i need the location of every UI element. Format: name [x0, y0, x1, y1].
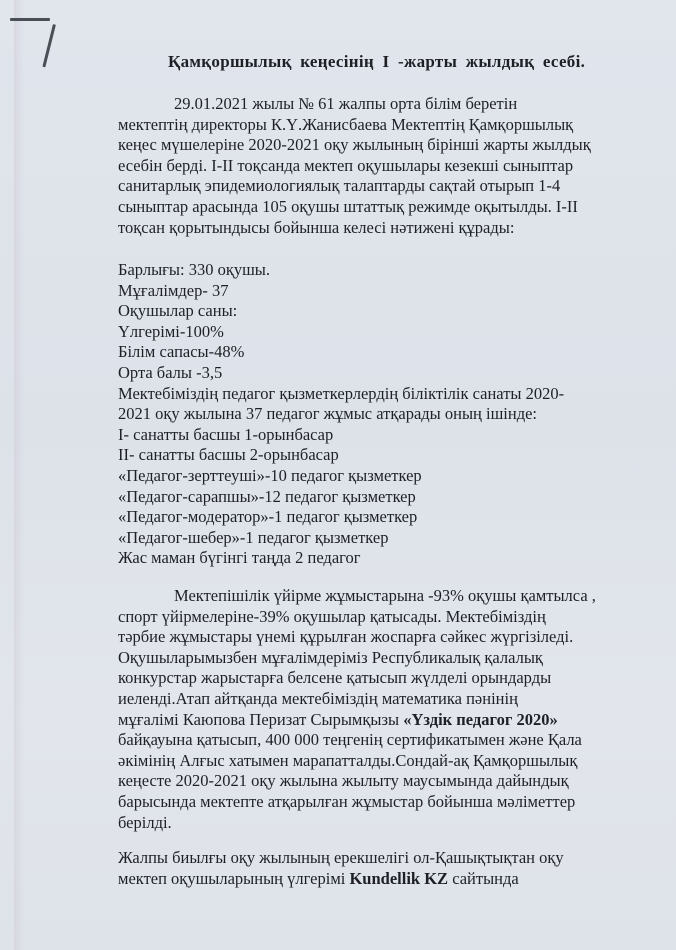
activities-line: Мектепішілік үйірме жұмыстарына -93% оқушы қамтылса , — [174, 586, 596, 605]
paper-edge-shadow — [14, 0, 24, 950]
category-item: Жас маман бүгінгі таңда 2 педагог — [118, 548, 361, 568]
activities-line: спорт үйірмелеріне-39% оқушылар қатысады. Мектебіміздің — [118, 606, 546, 626]
category-item: ІІ- санатты басшы 2-орынбасар — [118, 445, 339, 465]
category-item: І- санатты басшы 1-орынбасар — [118, 424, 334, 444]
final-line: Жалпы биылғы оқу жылының ерекшелігі ол-Қашықтықтан оқу — [118, 848, 564, 867]
award-line-prefix: мұғалімі Каюпова Перизат Сырымқызы — [118, 709, 404, 729]
award-line: байқауына қатысып, 400 000 теңгенің сертификатымен және Қала — [118, 730, 582, 750]
award-line: әкімінің Алғыс хатымен марапатталды.Сондай-ақ Қамқоршылық — [118, 750, 578, 770]
stat-teachers: Мұғалімдер- 37 — [118, 280, 229, 300]
handwritten-mark-horizontal — [10, 18, 50, 21]
award-name: «Үздік педагог 2020» — [403, 709, 558, 729]
intro-line: есебін берді. І-ІІ тоқсанда мектеп оқушылары кезекші сыныптар — [118, 155, 574, 175]
activities-line: тәрбие жұмыстары үнемі құрылған жоспарға сәйкес жүргізіледі. — [118, 627, 574, 647]
award-line: берілді. — [118, 812, 172, 832]
handwritten-mark-vertical — [42, 24, 56, 67]
intro-line: сыныптар арасында 105 оқушы штаттық режимде оқытылды. І-ІІ — [118, 196, 578, 216]
activities-line: конкурстар жарыстарға белсене қатысып жүлделі орындарды — [118, 668, 552, 688]
final-line — [118, 869, 648, 890]
category-item: «Педагог-зерттеуші»-10 педагог қызметкер — [118, 465, 422, 485]
award-line: кеңесте 2020-2021 оқу жылына жылыту маусымында дайындық — [118, 771, 569, 791]
category-item: «Педагог-сарапшы»-12 педагог қызметкер — [118, 486, 416, 506]
final-line-prefix: мектеп оқушыларының үлгерімі — [118, 868, 350, 888]
stat-students-label: Оқушылар саны: — [118, 301, 238, 321]
category-item: «Педагог-шебер»-1 педагог қызметкер — [118, 527, 389, 547]
stat-quality: Білім сапасы-48% — [118, 342, 245, 362]
award-line: барысында мектепте атқарылған жұмыстар бойынша мәліметтер — [118, 791, 576, 811]
final-paragraph — [118, 848, 648, 889]
award-line — [118, 710, 648, 731]
stat-average: Орта балы -3,5 — [118, 362, 223, 382]
intro-line: тоқсан қорытындысы бойынша келесі нәтижені құрады: — [118, 217, 515, 237]
statistics-block — [118, 260, 648, 569]
intro-line: 29.01.2021 жылы № 61 жалпы орта білім беретін — [174, 94, 518, 113]
intro-paragraph — [118, 94, 648, 238]
stat-progress: Үлгерімі-100% — [118, 321, 224, 341]
activities-paragraph — [118, 586, 648, 833]
qualification-line: 2021 оқу жылына 37 педагог жұмыс атқарады оның ішінде: — [118, 404, 538, 424]
qualification-line: Мектебіміздің педагог қызметкерлердің біліктілік санаты 2020- — [118, 383, 565, 403]
document-title: Қамқоршылық кеңесінің І -жарты жылдық есебі. — [168, 52, 586, 71]
final-line-suffix: сайтында — [448, 868, 519, 888]
category-item: «Педагог-модератор»-1 педагог қызметкер — [118, 507, 418, 527]
stat-total-students: Барлығы: 330 оқушы. — [118, 260, 271, 279]
intro-line: мектептің директоры К.Ү.Жанисбаева Мектептің Қамқоршылық — [118, 114, 574, 134]
intro-line: кеңес мүшелеріне 2020-2021 оқу жылының бірінші жарты жылдық — [118, 135, 591, 155]
activities-line: Оқушыларымызбен мұғалімдеріміз Республикалық қалалық — [118, 647, 543, 667]
intro-line: санитарлық эпидемиологиялық талаптарды сақтай отырып 1-4 — [118, 176, 561, 196]
activities-line: иеленді.Атап айтқанда мектебіміздің математика пәнінің — [118, 688, 518, 708]
site-name: Kundellik KZ — [349, 868, 449, 888]
